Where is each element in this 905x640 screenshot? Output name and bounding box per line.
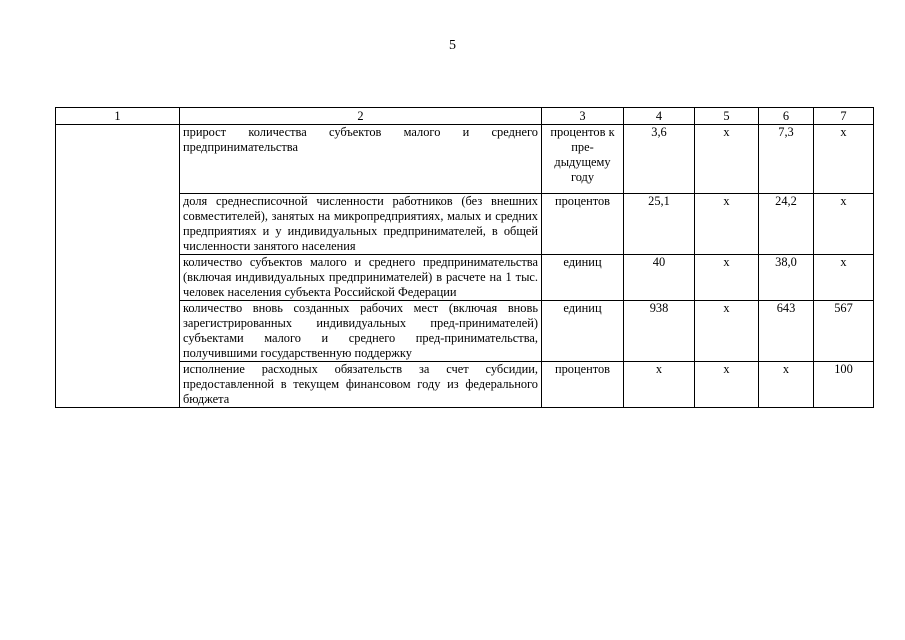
column-1-cell (56, 125, 180, 408)
indicator-description: доля среднесписочной численности работников (без внешних совместителей), занятых на микропредприятиях, малых и средних предприятиях и у индивидуальных предпринимателей, в общей численности занятого населения (180, 194, 542, 255)
indicator-unit: единиц (542, 301, 624, 362)
indicator-value: 100 (814, 362, 874, 408)
indicator-description: прирост количества субъектов малого и среднего предпринимательства (180, 125, 542, 194)
indicator-description: исполнение расходных обязательств за счет субсидии, предоставленной в текущем финансовом году из федерального бюджета (180, 362, 542, 408)
indicator-value: 40 (624, 255, 695, 301)
indicators-table (55, 107, 874, 408)
indicator-value: 3,6 (624, 125, 695, 194)
column-header: 6 (759, 108, 814, 125)
indicator-description: количество субъектов малого и среднего предпринимательства (включая индивидуальных предпринимателей) в расчете на 1 тыс. человек населения субъекта Российской Федерации (180, 255, 542, 301)
column-header: 3 (542, 108, 624, 125)
indicator-value: 938 (624, 301, 695, 362)
indicator-value: х (814, 194, 874, 255)
indicator-value: 567 (814, 301, 874, 362)
indicator-unit: единиц (542, 255, 624, 301)
indicator-value: х (814, 125, 874, 194)
column-header: 5 (695, 108, 759, 125)
column-header: 7 (814, 108, 874, 125)
column-header: 1 (56, 108, 180, 125)
indicator-unit: процентов к пре-дыдущему году (542, 125, 624, 194)
indicator-unit: процентов (542, 194, 624, 255)
indicator-value: х (695, 194, 759, 255)
indicator-description: количество вновь созданных рабочих мест (включая вновь зарегистрированных индивидуальных пред-принимателей) субъектами малого и среднего пред-принимательства, получившими государственную поддержку (180, 301, 542, 362)
indicator-value: х (695, 362, 759, 408)
indicator-value: 643 (759, 301, 814, 362)
indicator-value: х (759, 362, 814, 408)
page-number: 5 (449, 38, 456, 53)
indicator-unit: процентов (542, 362, 624, 408)
table-header-row (56, 108, 874, 125)
table-row (56, 125, 874, 194)
indicator-value: 25,1 (624, 194, 695, 255)
column-header: 2 (180, 108, 542, 125)
indicator-value: х (695, 301, 759, 362)
column-header: 4 (624, 108, 695, 125)
indicator-value: х (624, 362, 695, 408)
indicator-value: 7,3 (759, 125, 814, 194)
indicator-value: х (695, 125, 759, 194)
indicator-value: 24,2 (759, 194, 814, 255)
indicator-value: х (695, 255, 759, 301)
indicator-value: 38,0 (759, 255, 814, 301)
indicator-value: х (814, 255, 874, 301)
